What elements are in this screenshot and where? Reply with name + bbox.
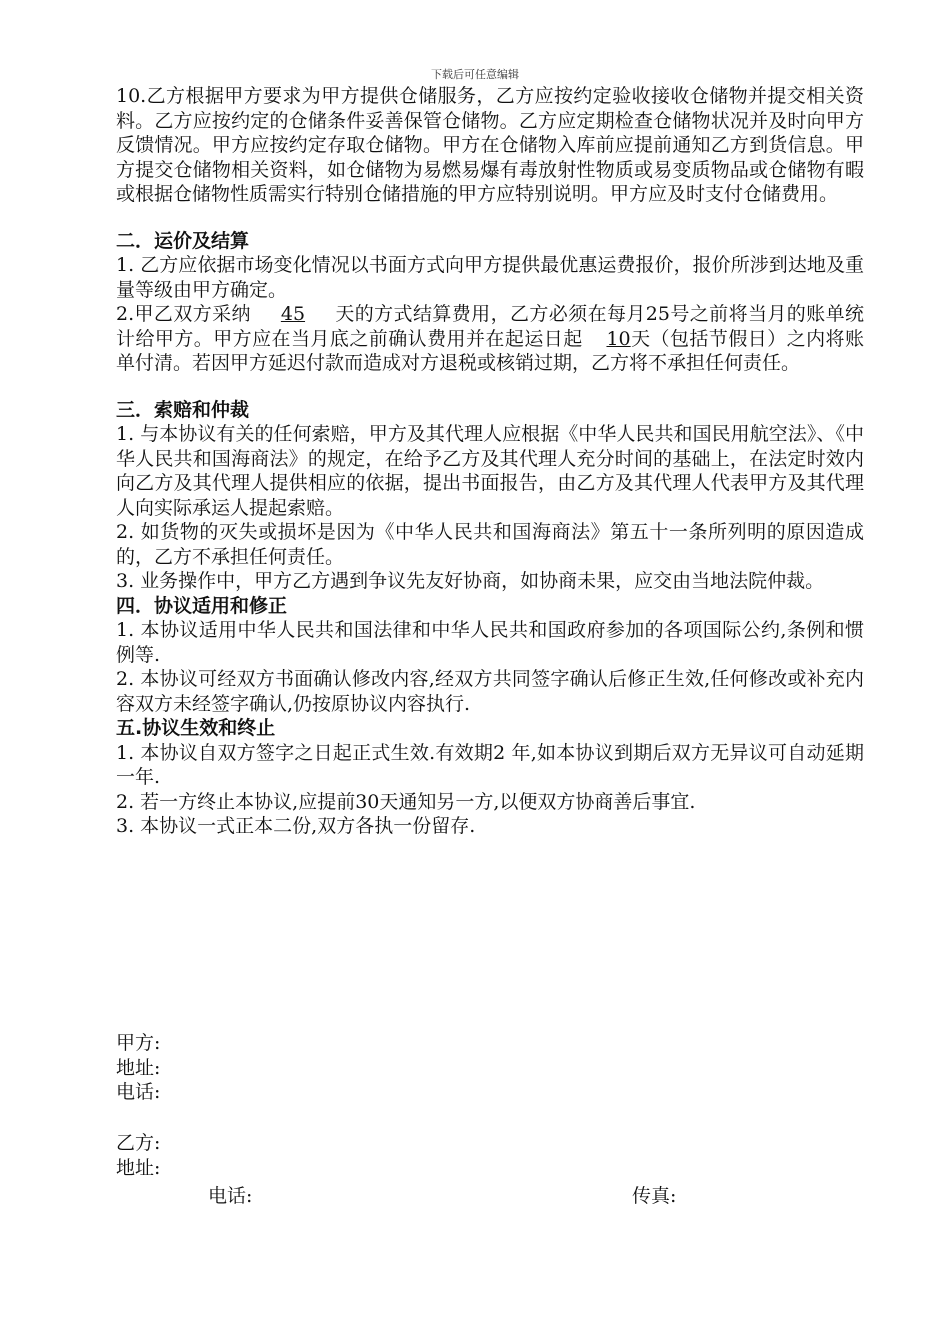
payment-days-value: 10 (606, 327, 631, 350)
section-3-clause-1: 1. 与本协议有关的任何索赔，甲方及其代理人应根据《中华人民共和国民用航空法》、《中华人民共和国海商法》的规定，在给予乙方及其代理人充分时间的基础上，在法定时效内向乙方及其代理人提供相应的依据，提出书面报告，由乙方及其代理人代表甲方及其代理人向实际承运人提起索赔。 (116, 423, 864, 519)
party-b-phone-label: 电话: (208, 1185, 253, 1207)
party-a-label: 甲方: (116, 1032, 161, 1054)
section-4-clause-1: 1. 本协议适用中华人民共和国法律和中华人民共和国政府参加的各项国际公约,条例和惯例等. (116, 619, 864, 666)
party-a-block (116, 1031, 160, 1105)
section-4-clause-2: 2. 本协议可经双方书面确认修改内容,经双方共同签字确认后修正生效,任何修改或补充内容双方未经签字确认,仍按原协议内容执行. (116, 668, 864, 715)
section-5-title: 五.协议生效和终止 (116, 717, 276, 739)
section-5-clause-2: 2. 若一方终止本协议,应提前30天通知另一方,以便双方协商善后事宜. (116, 790, 696, 813)
section-2-clause-2 (116, 302, 864, 376)
document-body (116, 84, 864, 839)
settlement-days-value: 45 (280, 303, 306, 325)
party-b-fax-label: 传真: (632, 1185, 677, 1207)
section-3-clause-2: 2. 如货物的灭失或损坏是因为《中华人民共和国海商法》第五十一条所列明的原因造成的，乙方不承担任何责任。 (116, 521, 864, 568)
clause-10: 10.乙方根据甲方要求为甲方提供仓储服务，乙方应按约定验收接收仓储物并提交相关资料。乙方应按约定的仓储条件妥善保管仓储物。乙方应定期检查仓储物状况并及时向甲方反馈情况。甲方应按约定存取仓储物。甲方在仓储物入库前应提前通知乙方到货信息。甲方提交仓储物相关资料，如仓储物为易燃易爆有毒放射性物质或易变质物品或仓储物有暇或根据仓储物性质需实行特别仓储措施的甲方应特别说明。甲方应及时支付仓储费用。 (116, 85, 864, 205)
section-4-title: 四．协议适用和修正 (116, 594, 288, 617)
section-3-clause-3: 3. 业务操作中，甲方乙方遇到争议先友好协商，如协商未果，应交由当地法院仲裁。 (116, 570, 825, 592)
party-b-block (116, 1131, 160, 1180)
party-a-address-label: 地址: (116, 1056, 161, 1079)
section-5-clause-3: 3. 本协议一式正本二份,双方各执一份留存. (116, 815, 476, 837)
clause-2-text-a: 2.甲乙双方采纳 (116, 303, 251, 325)
section-2-title: 二．运价及结算 (116, 229, 250, 252)
party-b-address-label: 地址: (116, 1156, 161, 1179)
section-5-clause-1: 1. 本协议自双方签字之日起正式生效.有效期2 年,如本协议到期后双方无异议可自动延期一年. (116, 741, 864, 788)
section-2-clause-1: 1. 乙方应依据市场变化情况以书面方式向甲方提供最优惠运费报价，报价所涉到达地及重量等级由甲方确定。 (116, 254, 864, 301)
page-header: 下载后可任意编辑 (431, 68, 519, 81)
party-a-phone-label: 电话: (116, 1081, 161, 1103)
clause-2-text-b: 天的方式结算费用，乙方必须在每月25号之前将当月的账单统计给甲方。甲方应在当月底之前确认费用并在起运日起 (116, 303, 864, 350)
clause-2-text-c: 天（包括节假日）之内将账单付清。若因甲方延迟付款而造成对方退税或核销过期，乙方将不承担任何责任。 (116, 327, 864, 374)
section-3-title: 三．索赔和仲裁 (116, 398, 250, 421)
party-b-label: 乙方: (116, 1132, 161, 1154)
